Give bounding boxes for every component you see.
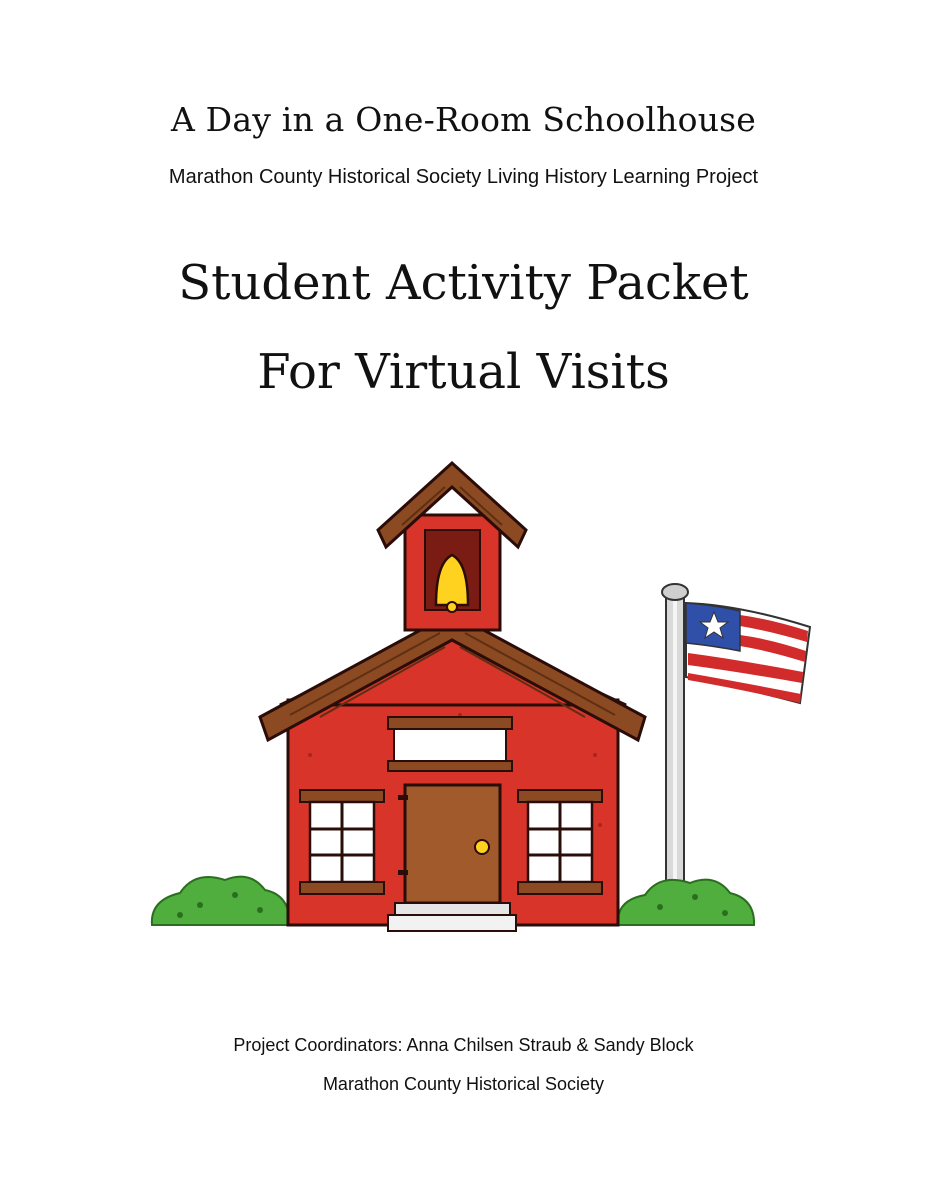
right-bush (618, 880, 754, 925)
schoolhouse-illustration (140, 455, 820, 965)
right-window (518, 790, 602, 894)
project-coordinators: Project Coordinators: Anna Chilsen Straub & Sandy Block (233, 1035, 694, 1055)
organization-name: Marathon County Historical Society (322, 1074, 605, 1094)
document-title: A Day in a One-Room Schoolhouse (170, 100, 757, 139)
left-window (300, 790, 384, 894)
main-heading-line-1: Student Activity Packet (178, 255, 749, 311)
front-door (398, 785, 500, 903)
american-flag (686, 603, 810, 703)
flagpole (662, 584, 688, 895)
document-subtitle: Marathon County Historical Society Living History Learning Project (168, 166, 759, 188)
front-steps (388, 903, 516, 931)
transom-window (388, 717, 512, 771)
left-bush (152, 877, 290, 925)
main-heading-line-2: For Virtual Visits (257, 344, 670, 400)
